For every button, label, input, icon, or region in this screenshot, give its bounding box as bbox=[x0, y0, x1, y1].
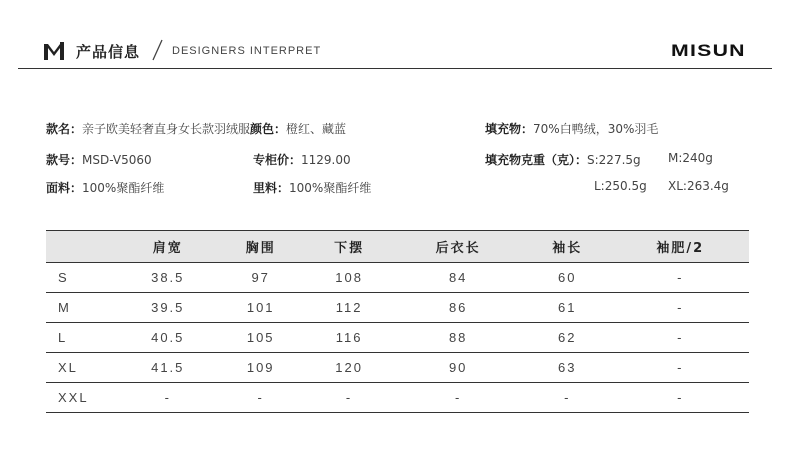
size-cell: S bbox=[46, 263, 119, 293]
table-cell: - bbox=[611, 323, 749, 353]
table-cell: - bbox=[305, 383, 393, 413]
header-size bbox=[46, 231, 119, 263]
color-label: 颜色： bbox=[250, 122, 287, 136]
fabric-label: 面料： bbox=[46, 181, 83, 195]
brand-logo: MISUN bbox=[671, 41, 746, 60]
table-cell: 105 bbox=[217, 323, 305, 353]
fill-weight-info bbox=[485, 151, 641, 168]
section-title: 产品信息 bbox=[76, 43, 141, 61]
fill-weight-m: M:240g bbox=[668, 151, 713, 165]
table-cell: 112 bbox=[305, 293, 393, 323]
style-name-value: 亲子欧美轻奢直身女长款羽绒服 bbox=[82, 122, 251, 136]
fill-weight-m-info bbox=[668, 151, 713, 165]
header-sleeve-length: 袖长 bbox=[523, 231, 611, 263]
header-sleeve-width: 袖肥/2 bbox=[611, 231, 749, 263]
price-label: 专柜价： bbox=[253, 153, 302, 167]
table-cell: - bbox=[611, 293, 749, 323]
table-cell: 62 bbox=[523, 323, 611, 353]
table-cell: 38.5 bbox=[119, 263, 217, 293]
table-cell: 116 bbox=[305, 323, 393, 353]
table-cell: - bbox=[611, 383, 749, 413]
slash-divider bbox=[150, 38, 164, 62]
header-chest: 胸围 bbox=[217, 231, 305, 263]
fill-weight-l-info bbox=[594, 179, 647, 193]
table-row bbox=[46, 383, 749, 413]
table-row bbox=[46, 293, 749, 323]
table-cell: 86 bbox=[393, 293, 523, 323]
style-code-value: MSD-V5060 bbox=[82, 153, 152, 167]
misun-logo-icon bbox=[44, 42, 64, 60]
table-cell: 60 bbox=[523, 263, 611, 293]
table-cell: - bbox=[611, 353, 749, 383]
table-cell: - bbox=[611, 263, 749, 293]
header-shoulder: 肩宽 bbox=[119, 231, 217, 263]
fill-weight-s: S:227.5g bbox=[587, 153, 641, 167]
table-cell: 120 bbox=[305, 353, 393, 383]
fill-label: 填充物： bbox=[485, 122, 534, 136]
table-cell: - bbox=[217, 383, 305, 413]
lining-label: 里料： bbox=[253, 181, 290, 195]
table-cell: - bbox=[119, 383, 217, 413]
fill-weight-l: L:250.5g bbox=[594, 179, 647, 193]
header bbox=[0, 0, 790, 70]
table-cell: 108 bbox=[305, 263, 393, 293]
fabric-info bbox=[46, 179, 164, 196]
table-cell: 63 bbox=[523, 353, 611, 383]
fill-info bbox=[485, 120, 658, 137]
header-hem: 下摆 bbox=[305, 231, 393, 263]
style-code-label: 款号： bbox=[46, 153, 83, 167]
fill-weight-label: 填充物克重（克）： bbox=[485, 153, 588, 167]
table-cell: 90 bbox=[393, 353, 523, 383]
size-chart-table bbox=[46, 230, 749, 413]
table-cell: 101 bbox=[217, 293, 305, 323]
table-cell: - bbox=[393, 383, 523, 413]
size-cell: XL bbox=[46, 353, 119, 383]
color-value: 橙红、藏蓝 bbox=[286, 122, 347, 136]
table-cell: 97 bbox=[217, 263, 305, 293]
table-header-row bbox=[46, 231, 749, 263]
table-cell: 109 bbox=[217, 353, 305, 383]
lining-info bbox=[253, 179, 371, 196]
price-value: 1129.00 bbox=[301, 153, 351, 167]
table-cell: 40.5 bbox=[119, 323, 217, 353]
fill-weight-xl: XL:263.4g bbox=[668, 179, 729, 193]
style-code-info bbox=[46, 151, 152, 168]
size-cell: XXL bbox=[46, 383, 119, 413]
price-info bbox=[253, 151, 351, 168]
table-row bbox=[46, 353, 749, 383]
table-cell: 39.5 bbox=[119, 293, 217, 323]
table-cell: 61 bbox=[523, 293, 611, 323]
section-subtitle: DESIGNERS INTERPRET bbox=[172, 45, 322, 57]
size-cell: M bbox=[46, 293, 119, 323]
table-row bbox=[46, 323, 749, 353]
table-cell: - bbox=[523, 383, 611, 413]
style-name-label: 款名： bbox=[46, 122, 83, 136]
table-row bbox=[46, 263, 749, 293]
table-cell: 84 bbox=[393, 263, 523, 293]
table-cell: 88 bbox=[393, 323, 523, 353]
fabric-value: 100%聚酯纤维 bbox=[82, 181, 165, 195]
size-cell: L bbox=[46, 323, 119, 353]
style-name-info bbox=[46, 120, 346, 137]
fill-value: 70%白鸭绒，30%羽毛 bbox=[533, 122, 659, 136]
fill-weight-xl-info bbox=[668, 179, 729, 193]
lining-value: 100%聚酯纤维 bbox=[289, 181, 372, 195]
header-back-length: 后衣长 bbox=[393, 231, 523, 263]
table-cell: 41.5 bbox=[119, 353, 217, 383]
header-divider bbox=[18, 68, 772, 69]
